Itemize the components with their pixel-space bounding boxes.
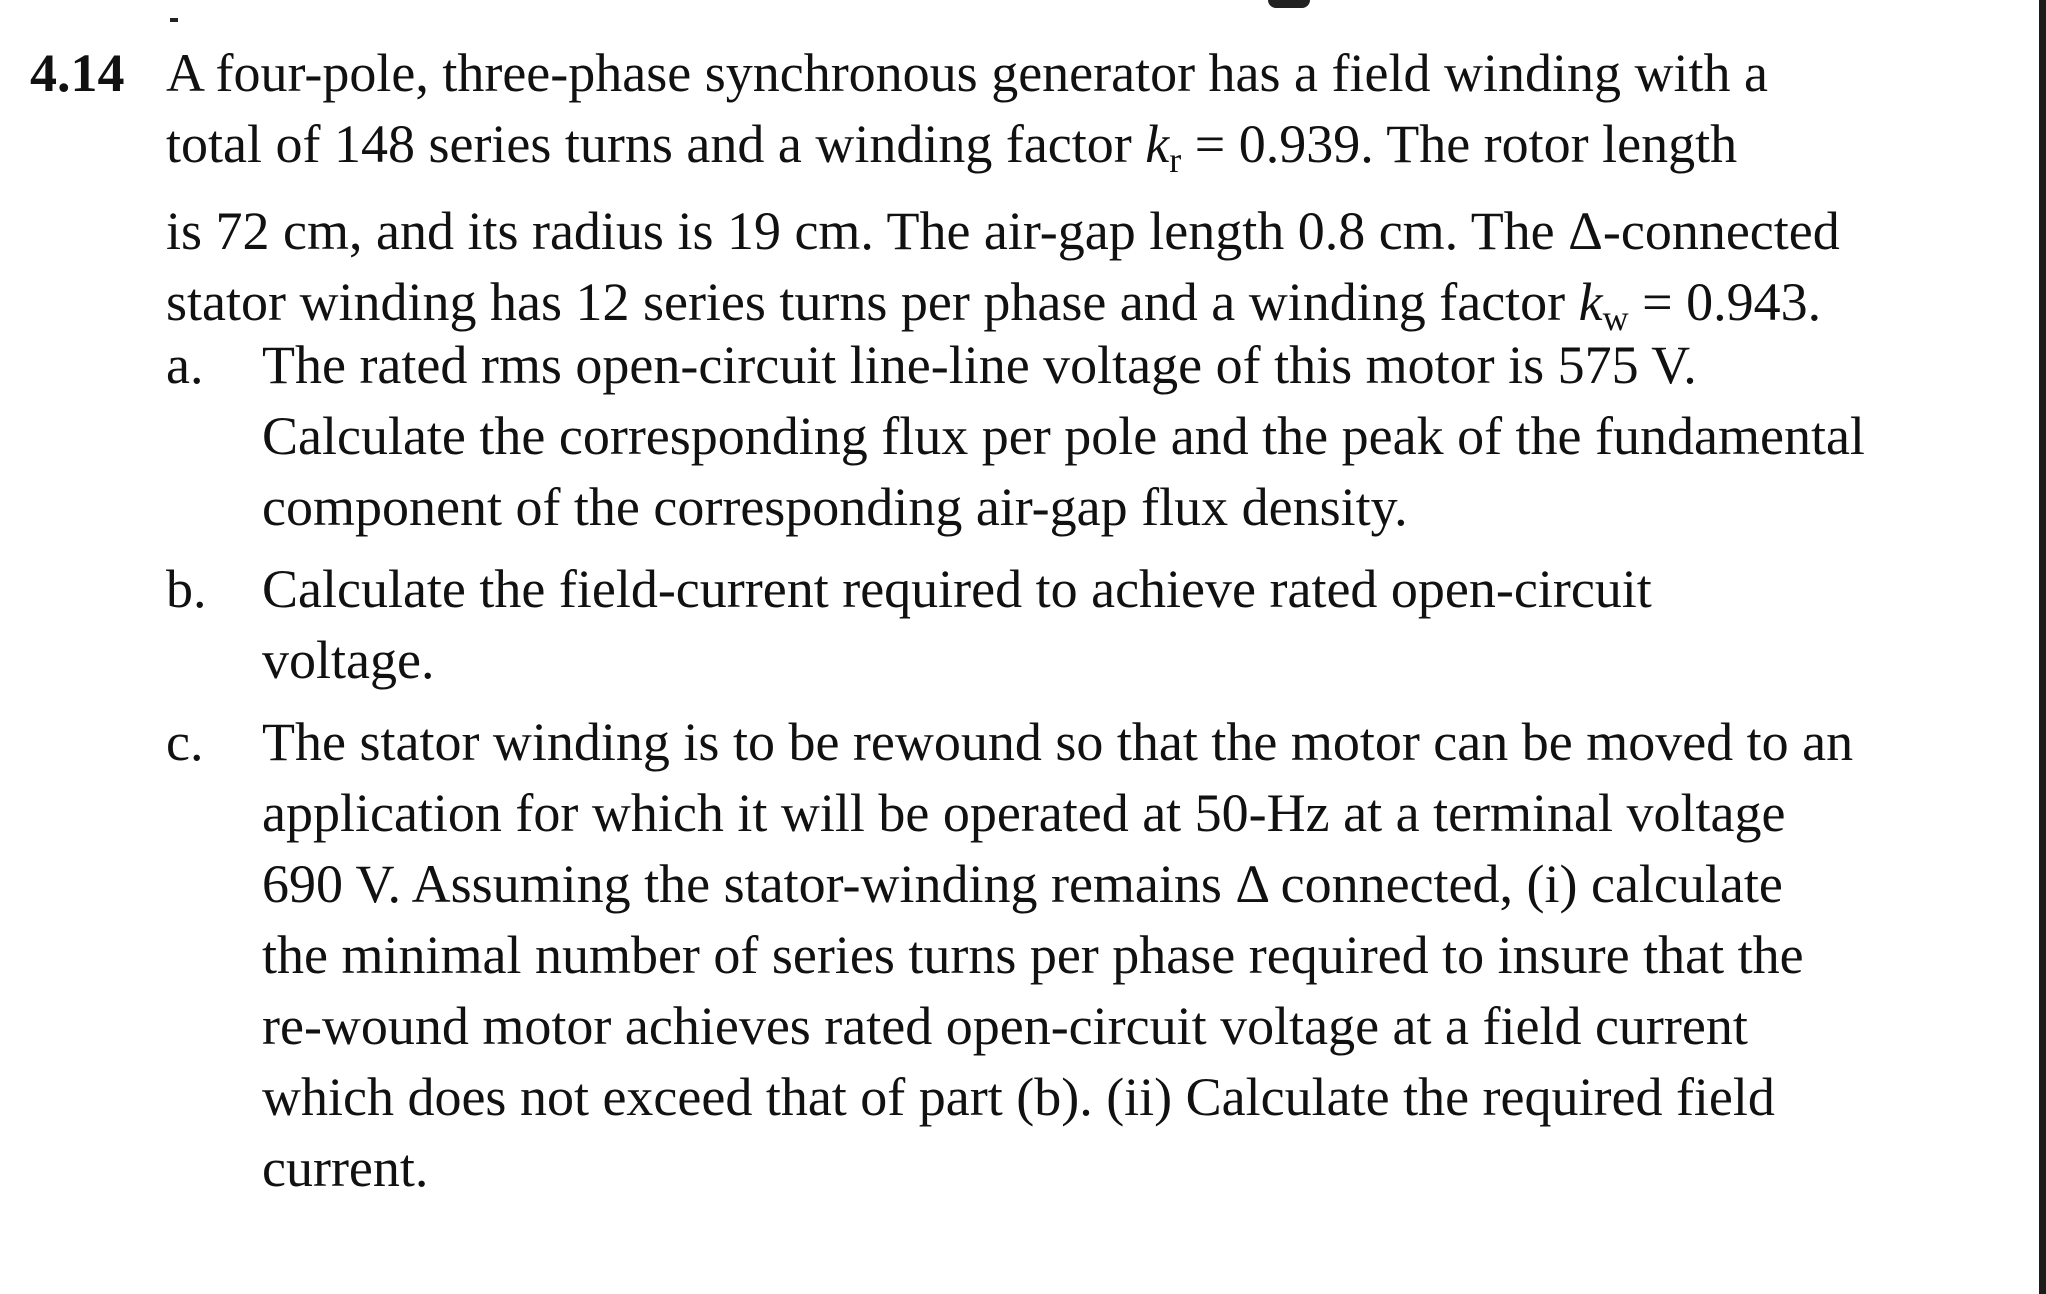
problem-number: 4.14 (30, 43, 125, 103)
problem-stem (166, 38, 2026, 354)
part-line: which does not exceed that of part (b). (ii) Calculate the required field (262, 1067, 1775, 1127)
page-edge-rule (2039, 0, 2046, 1294)
problem-part-b (166, 554, 2026, 696)
stem-line: A four-pole, three-phase synchronous generator has a field winding with a (166, 43, 1768, 103)
part-line: The stator winding is to be rewound so that the motor can be moved to an (262, 712, 1854, 772)
math-subscript: r (1169, 140, 1182, 180)
part-line: component of the corresponding air-gap flux density. (262, 477, 1408, 537)
part-label: a. (166, 335, 204, 395)
part-label: c. (166, 712, 204, 772)
stem-text: total of 148 series turns and a winding factor (166, 114, 1146, 174)
stem-line: is 72 cm, and its radius is 19 cm. The air-gap length 0.8 cm. The Δ-connected (166, 201, 1840, 261)
part-line: Calculate the corresponding flux per pole and the peak of the fundamental (262, 406, 1865, 466)
part-line: current. (262, 1138, 429, 1198)
math-variable: k (1145, 114, 1170, 174)
stem-text: stator winding has 12 series turns per phase and a winding factor (166, 272, 1579, 332)
top-edge-mark (170, 18, 178, 22)
part-line: The rated rms open-circuit line-line voltage of this motor is 575 V. (262, 335, 1697, 395)
problem-part-a (166, 330, 2026, 543)
problem-part-c (166, 707, 2026, 1204)
part-line: voltage. (262, 630, 435, 690)
part-line: Calculate the field-current required to achieve rated open-circuit (262, 559, 1652, 619)
top-edge-mark (1268, 0, 1310, 8)
part-line: the minimal number of series turns per phase required to insure that the (262, 925, 1804, 985)
part-line: application for which it will be operated at 50-Hz at a terminal voltage (262, 783, 1786, 843)
part-line: 690 V. Assuming the stator-winding remains Δ connected, (i) calculate (262, 854, 1783, 914)
math-subscript: w (1602, 298, 1629, 338)
stem-text: = 0.943. (1628, 272, 1822, 332)
part-line: re-wound motor achieves rated open-circuit voltage at a field current (262, 996, 1748, 1056)
problem-parts (166, 330, 2026, 1215)
stem-text: = 0.939. The rotor length (1181, 114, 1738, 174)
part-label: b. (166, 559, 207, 619)
math-variable: k (1578, 272, 1603, 332)
stem-line (166, 109, 2026, 196)
